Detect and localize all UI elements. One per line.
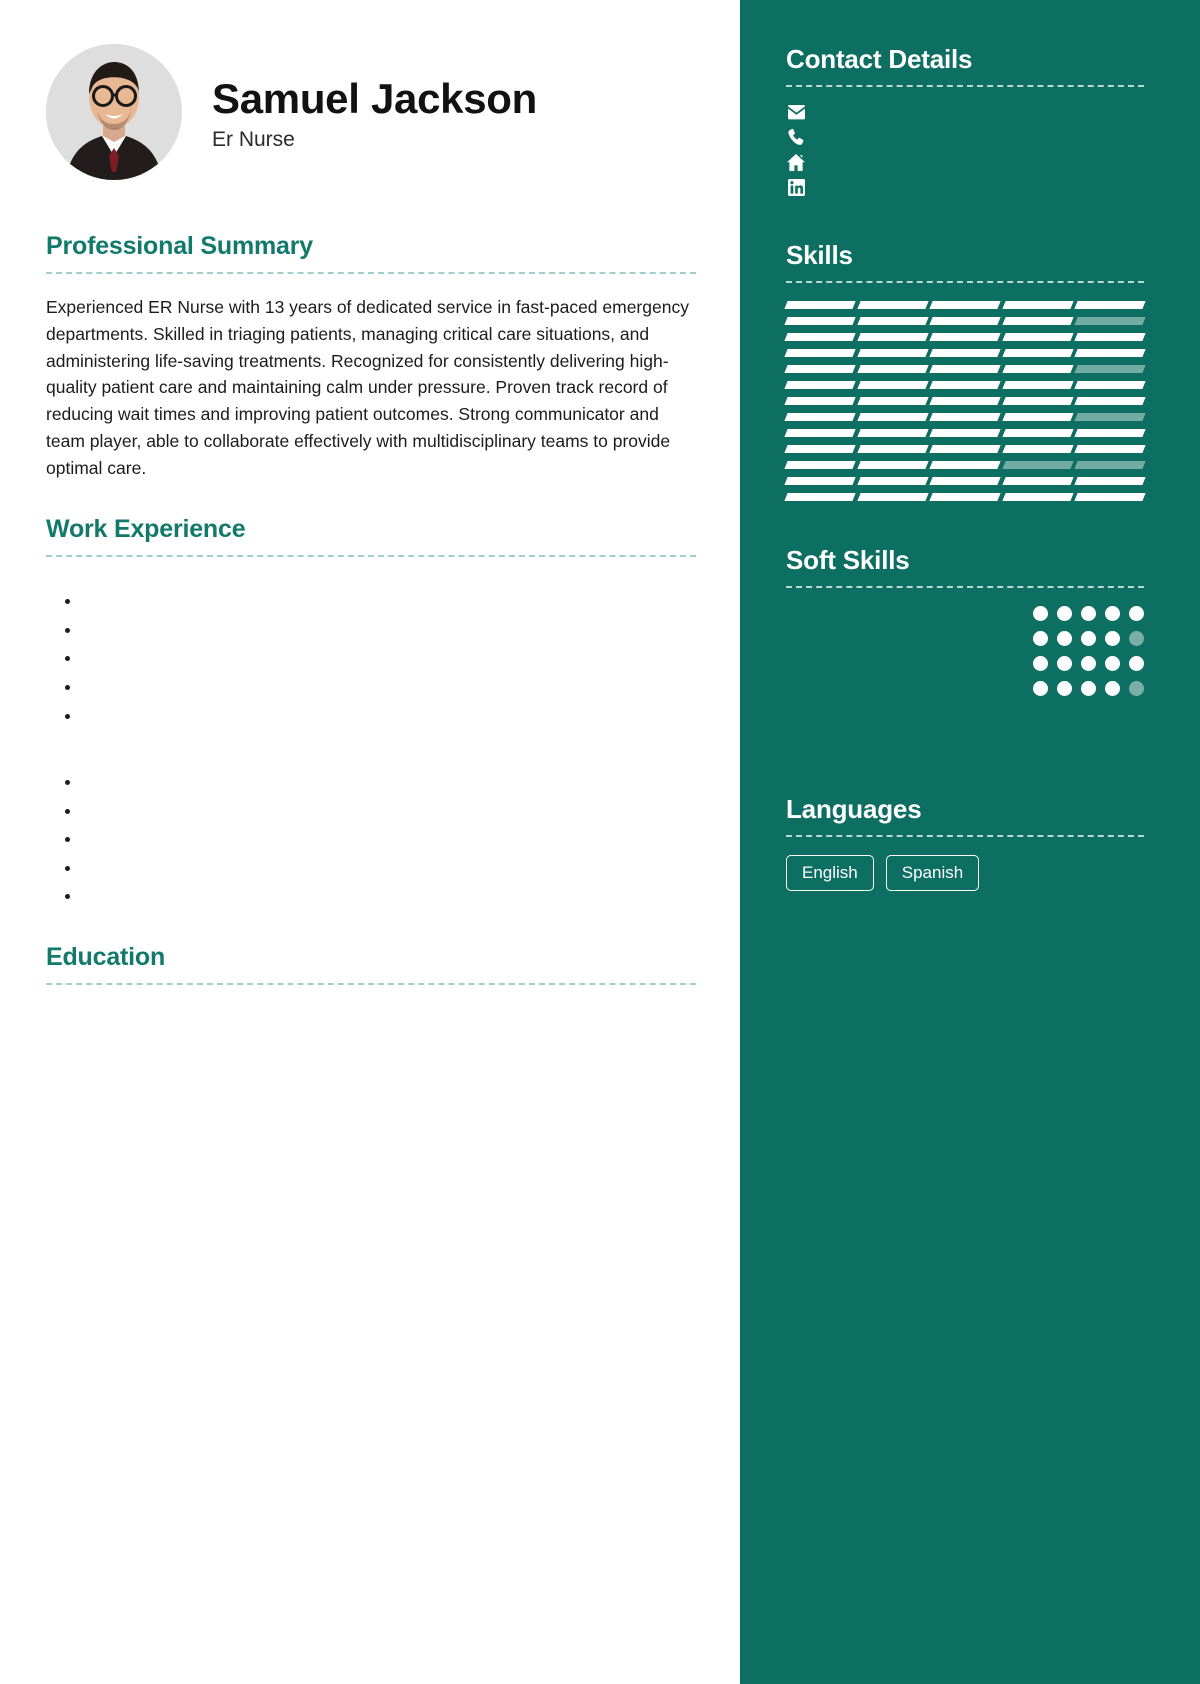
skill-level-bar <box>786 397 1144 405</box>
section-title-education: Education <box>46 942 166 971</box>
skill-segment <box>1075 477 1146 485</box>
skill-segment <box>1075 381 1146 389</box>
skill-segment <box>857 461 928 469</box>
soft-skill-dot <box>1129 606 1144 621</box>
soft-skill-dot <box>1081 606 1096 621</box>
skill-segment <box>1002 493 1073 501</box>
soft-skill-dot <box>1081 681 1096 696</box>
section-title-summary: Professional Summary <box>46 232 313 260</box>
section-education <box>46 943 696 1033</box>
portrait-photo-icon <box>46 44 182 180</box>
work-entry <box>46 758 696 909</box>
skill-segment <box>857 413 928 421</box>
section-professional-summary <box>46 232 696 481</box>
soft-skill-rating <box>1033 681 1144 696</box>
skill-row <box>786 461 1144 469</box>
skill-level-bar <box>786 429 1144 437</box>
skill-level-bar <box>786 381 1144 389</box>
skill-segment <box>857 365 928 373</box>
skill-segment <box>1075 461 1146 469</box>
skill-segment <box>857 349 928 357</box>
soft-skill-dot <box>1033 606 1048 621</box>
section-work-experience <box>46 515 696 908</box>
skill-segment <box>1002 445 1073 453</box>
soft-skill-dot <box>1033 656 1048 671</box>
skill-segment <box>930 317 1001 325</box>
page-title: Samuel Jackson <box>212 74 537 122</box>
soft-skill-dot <box>1081 631 1096 646</box>
home-icon <box>786 154 806 171</box>
skill-segment <box>1002 413 1073 421</box>
soft-skill-dot <box>1129 631 1144 646</box>
work-bullet-list <box>46 588 696 728</box>
summary-text: Experienced ER Nurse with 13 years of dedicated service in fast-paced emergency departments. Skilled in triaging patients, managing critical care situations, and administering life-saving treatments. Recognized for consistently delivering high-quality patient care and maintaining calm under pressure. Proven track record of reducing wait times and improving patient outcomes. Strong communicator and team player, able to collaborate effectively with multidisciplinary teams to provide optimal care. <box>46 297 689 478</box>
skill-segment <box>1075 493 1146 501</box>
skill-segment <box>1075 397 1146 405</box>
resume-header <box>46 44 696 180</box>
skill-row <box>786 477 1144 485</box>
skill-segment <box>857 397 928 405</box>
skill-segment <box>784 445 855 453</box>
skill-segment <box>930 365 1001 373</box>
skill-level-bar <box>786 365 1144 373</box>
skill-row <box>786 381 1144 389</box>
work-bullet <box>82 855 696 881</box>
skill-segment <box>1002 429 1073 437</box>
avatar <box>46 44 182 180</box>
section-title-contact: Contact Details <box>786 44 973 74</box>
skill-segment <box>857 333 928 341</box>
section-divider <box>786 835 1144 837</box>
skill-segment <box>930 397 1001 405</box>
skill-row <box>786 317 1144 325</box>
work-bullet <box>82 883 696 909</box>
skill-segment <box>784 429 855 437</box>
section-divider <box>786 85 1144 87</box>
skill-segment <box>1075 333 1146 341</box>
skill-segment <box>1002 365 1073 373</box>
spacer <box>786 740 1144 794</box>
work-bullet <box>82 617 696 643</box>
soft-skill-row <box>786 631 1144 646</box>
soft-skill-dot <box>1057 631 1072 646</box>
skill-segment <box>857 445 928 453</box>
skill-row <box>786 413 1144 421</box>
education-entry-list <box>46 1005 696 1033</box>
skill-segment <box>930 333 1001 341</box>
section-divider <box>46 555 696 557</box>
skill-segment <box>1075 413 1146 421</box>
soft-skill-dot <box>1057 681 1072 696</box>
work-bullet-list <box>46 769 696 909</box>
skill-level-bar <box>786 413 1144 421</box>
skills-list <box>786 301 1144 501</box>
skill-level-bar <box>786 317 1144 325</box>
skill-segment <box>930 301 1001 309</box>
skill-segment <box>930 413 1001 421</box>
sidebar <box>740 0 1200 1684</box>
skill-level-bar <box>786 445 1144 453</box>
work-bullet <box>82 588 696 614</box>
skill-segment <box>784 397 855 405</box>
skill-segment <box>784 413 855 421</box>
work-bullet <box>82 703 696 729</box>
soft-skill-rating <box>1033 606 1144 621</box>
skill-segment <box>784 349 855 357</box>
contact-details-block <box>786 44 1144 196</box>
work-bullet <box>82 645 696 671</box>
skill-segment <box>1002 317 1073 325</box>
skill-segment <box>857 301 928 309</box>
skill-row <box>786 429 1144 437</box>
section-title-work: Work Experience <box>46 515 246 544</box>
skill-segment <box>1002 397 1073 405</box>
soft-skill-row <box>786 681 1144 696</box>
contact-row[interactable] <box>786 105 1144 120</box>
skills-block <box>786 240 1144 501</box>
skill-segment <box>930 349 1001 357</box>
soft-skill-dot <box>1105 606 1120 621</box>
phone-icon <box>786 128 806 146</box>
skill-segment <box>784 381 855 389</box>
skill-segment <box>784 317 855 325</box>
skill-segment <box>784 477 855 485</box>
soft-skill-row <box>786 656 1144 671</box>
envelope-icon <box>786 105 806 120</box>
soft-skill-dot <box>1105 656 1120 671</box>
soft-skill-dot <box>1081 656 1096 671</box>
skill-segment <box>930 477 1001 485</box>
skill-segment <box>784 365 855 373</box>
section-divider <box>786 586 1144 588</box>
contact-row[interactable] <box>786 179 1144 196</box>
skill-segment <box>1075 429 1146 437</box>
skill-segment <box>784 301 855 309</box>
work-bullet <box>82 798 696 824</box>
languages-block <box>786 794 1144 891</box>
soft-skill-rating <box>1033 656 1144 671</box>
section-title-languages: Languages <box>786 794 922 824</box>
soft-skill-rating <box>1033 631 1144 646</box>
skill-segment <box>930 445 1001 453</box>
work-bullet <box>82 769 696 795</box>
work-bullet <box>82 826 696 852</box>
skill-row <box>786 397 1144 405</box>
language-chip[interactable]: English <box>786 855 874 891</box>
soft-skill-dot <box>1033 681 1048 696</box>
skill-segment <box>857 381 928 389</box>
skill-segment <box>930 429 1001 437</box>
work-entry-list <box>46 577 696 908</box>
soft-skill-dot <box>1057 606 1072 621</box>
skill-segment <box>784 493 855 501</box>
skill-segment <box>1075 365 1146 373</box>
skill-row <box>786 493 1144 501</box>
skill-segment <box>857 493 928 501</box>
skill-level-bar <box>786 349 1144 357</box>
soft-skill-dot <box>1129 681 1144 696</box>
skill-level-bar <box>786 301 1144 309</box>
language-list <box>786 855 1144 891</box>
soft-skill-dot <box>1033 631 1048 646</box>
skill-segment <box>1002 301 1073 309</box>
skill-row <box>786 365 1144 373</box>
skill-segment <box>784 461 855 469</box>
soft-skill-dot <box>1057 656 1072 671</box>
contact-row[interactable] <box>786 128 1144 146</box>
skill-segment <box>1075 445 1146 453</box>
soft-skills-list <box>786 606 1144 696</box>
contact-list <box>786 105 1144 196</box>
skill-segment <box>857 317 928 325</box>
skill-segment <box>1002 333 1073 341</box>
name-block <box>212 72 537 152</box>
section-divider <box>46 272 696 274</box>
skill-row <box>786 301 1144 309</box>
skill-segment <box>1075 317 1146 325</box>
skill-segment <box>857 429 928 437</box>
skill-segment <box>1075 301 1146 309</box>
skill-segment <box>1002 349 1073 357</box>
contact-row[interactable] <box>786 154 1144 171</box>
skill-segment <box>857 477 928 485</box>
skill-segment <box>930 381 1001 389</box>
skill-row <box>786 349 1144 357</box>
skill-segment <box>930 461 1001 469</box>
skill-segment <box>930 493 1001 501</box>
soft-skill-dot <box>1105 681 1120 696</box>
skill-row <box>786 333 1144 341</box>
section-divider <box>786 281 1144 283</box>
language-chip[interactable]: Spanish <box>886 855 979 891</box>
work-entry <box>46 577 696 728</box>
skill-row <box>786 445 1144 453</box>
work-bullet <box>82 674 696 700</box>
soft-skill-dot <box>1129 656 1144 671</box>
skill-segment <box>1002 477 1073 485</box>
section-title-skills: Skills <box>786 240 853 270</box>
soft-skill-row <box>786 606 1144 621</box>
skill-level-bar <box>786 461 1144 469</box>
job-title: Er Nurse <box>212 128 295 152</box>
skill-level-bar <box>786 477 1144 485</box>
skill-level-bar <box>786 493 1144 501</box>
skill-segment <box>784 333 855 341</box>
section-divider <box>46 983 696 985</box>
skill-segment <box>1002 381 1073 389</box>
linkedin-icon <box>786 179 806 196</box>
soft-skill-dot <box>1105 631 1120 646</box>
skill-level-bar <box>786 333 1144 341</box>
skill-segment <box>1002 461 1073 469</box>
section-title-soft-skills: Soft Skills <box>786 545 910 575</box>
soft-skills-block <box>786 545 1144 696</box>
skill-segment <box>1075 349 1146 357</box>
